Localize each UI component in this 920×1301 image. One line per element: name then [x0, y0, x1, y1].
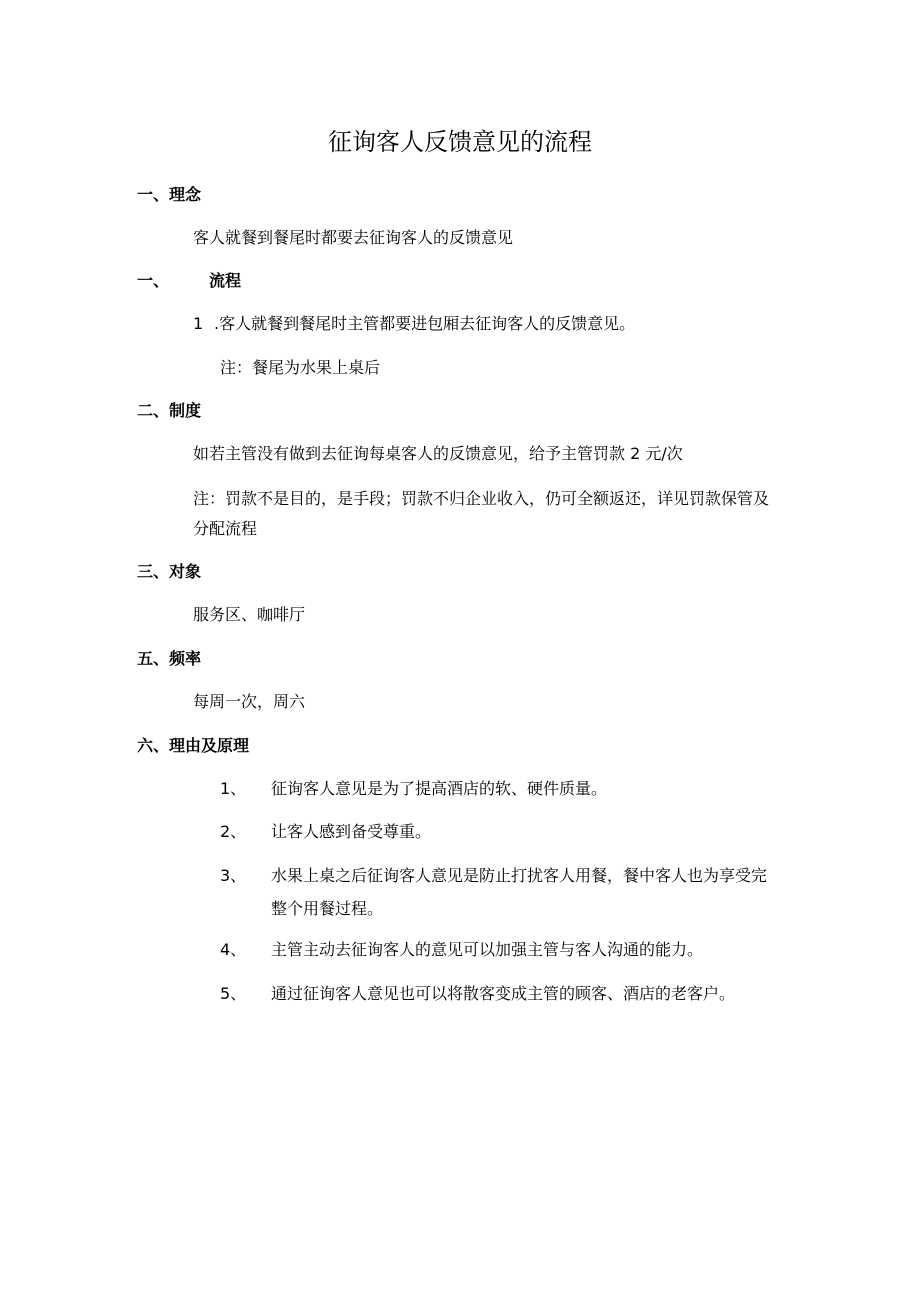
section-heading-process	[137, 270, 241, 292]
section-heading-process-num: 一、	[137, 271, 170, 290]
process-item-number: 1	[193, 314, 204, 333]
reason-item-number: 1、	[220, 779, 247, 798]
reason-item-number: 4、	[220, 940, 247, 959]
reason-item-text: 水果上桌之后征询客人意见是防止打扰客人用餐，餐中客人也为享受完整个用餐过程。	[271, 866, 768, 918]
section-heading-process-label: 流程	[209, 271, 242, 290]
target-paragraph: 服务区、咖啡厅	[193, 605, 306, 624]
section-heading-reasons: 六、理由及原理	[137, 736, 250, 755]
section-heading-frequency: 五、频率	[137, 649, 202, 668]
section-heading-concept: 一、理念	[137, 185, 202, 204]
reason-item-text: 通过征询客人意见也可以将散客变成主管的顾客、酒店的老客户。	[271, 984, 736, 1003]
reason-item-text: 主管主动去征询客人的意见可以加强主管与客人沟通的能力。	[271, 940, 704, 959]
policy-paragraph: 如若主管没有做到去征询每桌客人的反馈意见，给予主管罚款 2 元/次	[193, 444, 683, 463]
reason-item-number: 2、	[220, 822, 247, 841]
reason-item-text: 征询客人意见是为了提高酒店的软、硬件质量。	[271, 779, 608, 798]
reason-item-number: 5、	[220, 984, 247, 1003]
frequency-paragraph: 每周一次，周六	[193, 692, 306, 711]
concept-paragraph: 客人就餐到餐尾时都要去征询客人的反馈意见	[193, 228, 514, 247]
section-heading-target: 三、对象	[137, 562, 202, 581]
page-title: 征询客人反馈意见的流程	[328, 128, 592, 156]
section-heading-policy: 二、制度	[137, 401, 202, 420]
process-note: 注：餐尾为水果上桌后	[220, 358, 381, 377]
reason-item-number: 3、	[220, 866, 247, 885]
process-item-text: .客人就餐到餐尾时主管都要进包厢去征询客人的反馈意见。	[214, 314, 636, 333]
reason-item-text: 让客人感到备受尊重。	[271, 822, 432, 841]
policy-note: 注：罚款不是目的，是手段；罚款不归企业收入，仍可全额返还，详见罚款保管及分配流程	[193, 489, 770, 538]
